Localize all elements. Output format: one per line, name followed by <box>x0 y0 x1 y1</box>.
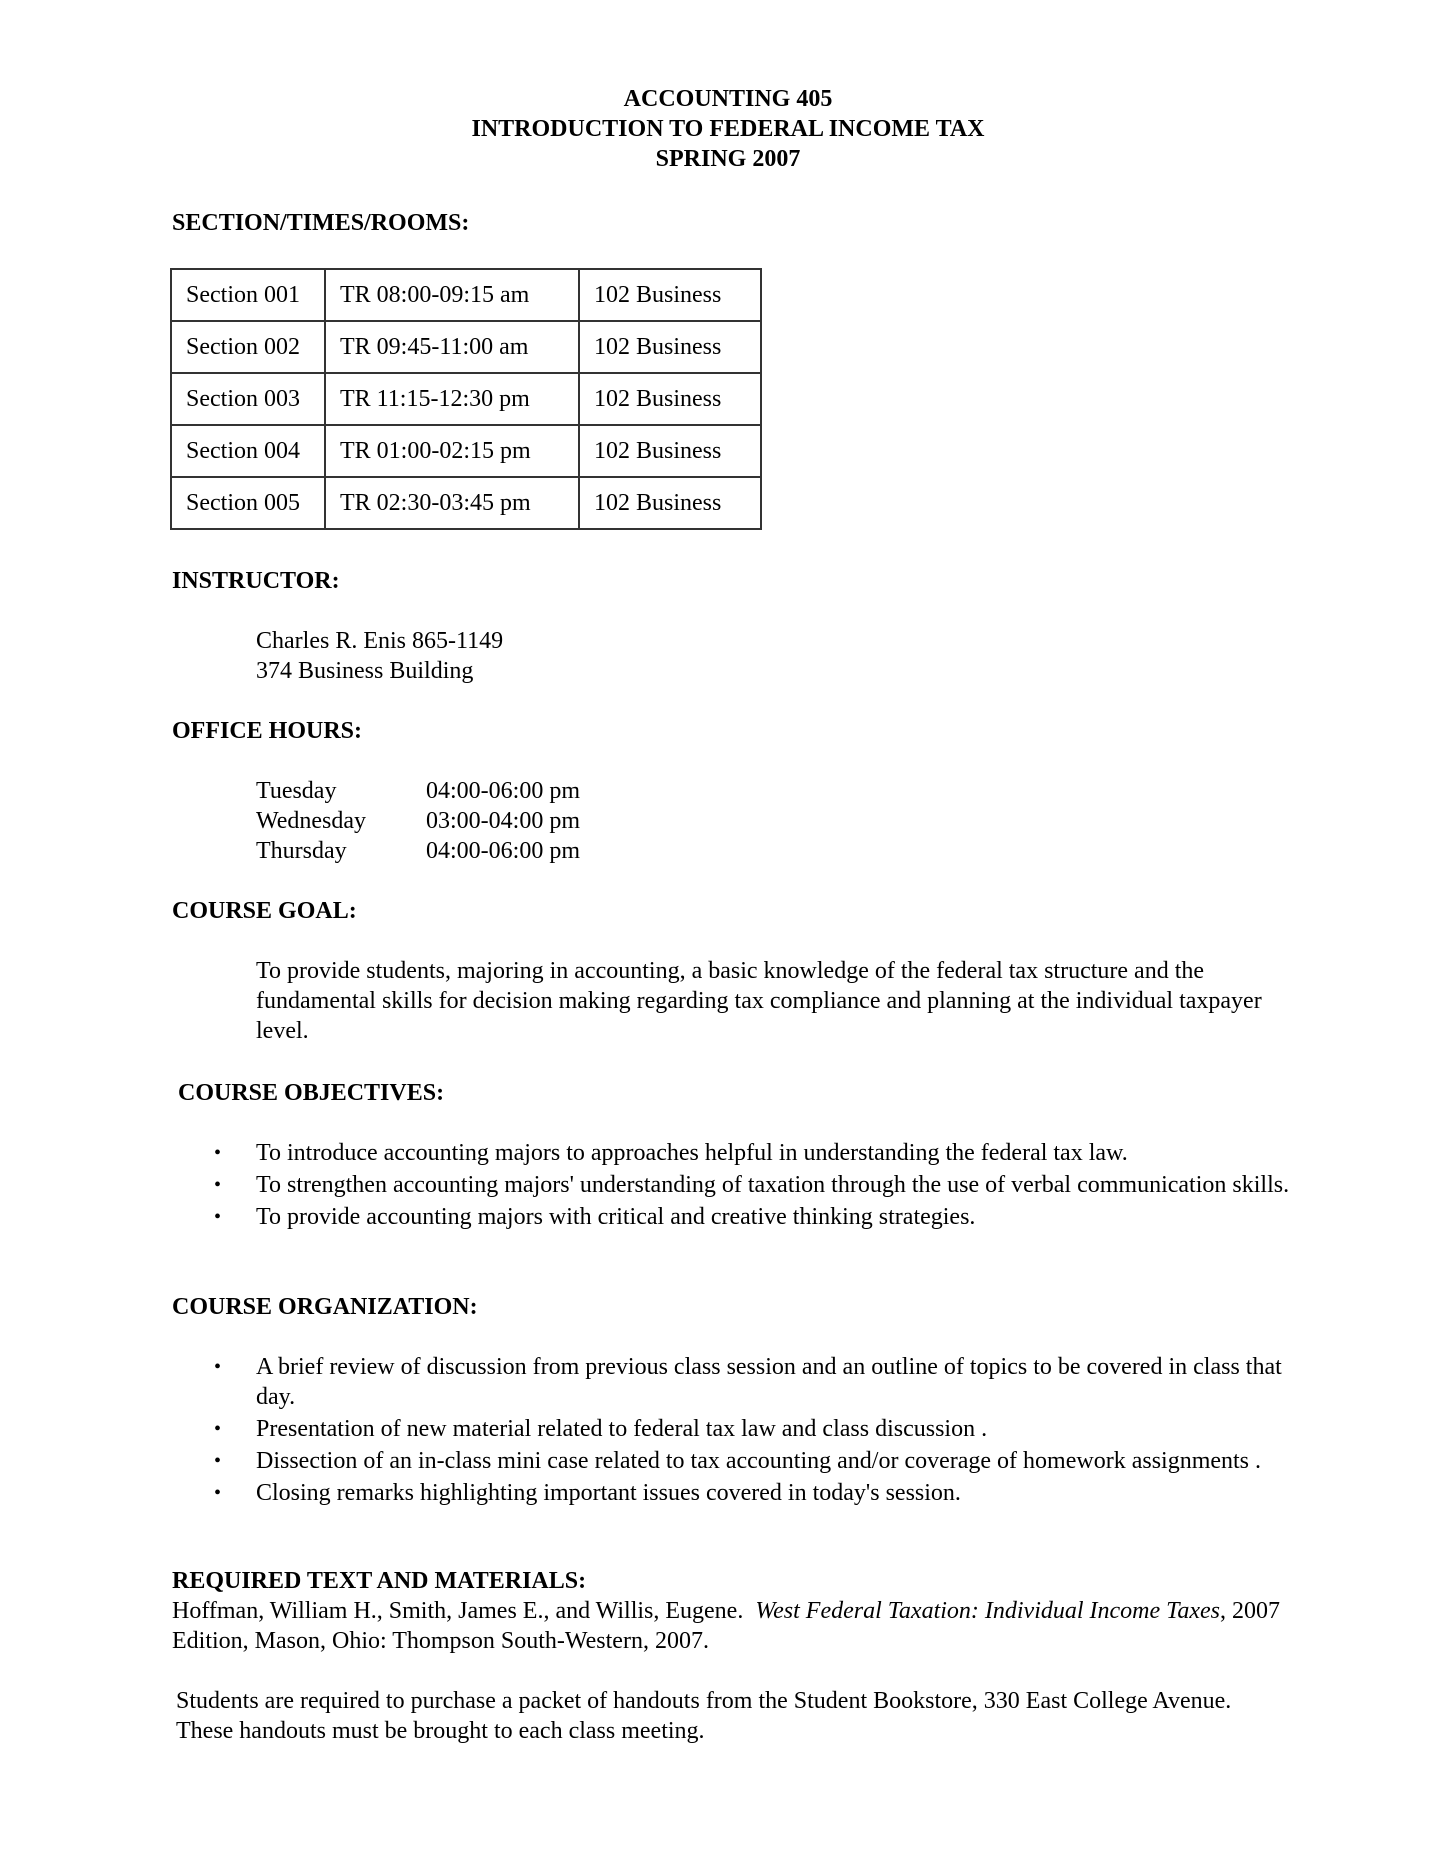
bullet-icon: • <box>214 1356 222 1378</box>
office-hours-row <box>256 776 580 806</box>
sections-table <box>170 268 762 530</box>
section-cell: Section 004 <box>171 425 325 477</box>
time-cell: TR 01:00-02:15 pm <box>325 425 579 477</box>
course-number: ACCOUNTING 405 <box>623 86 833 112</box>
instructor-name-phone: Charles R. Enis 865-1149 <box>256 628 504 654</box>
bullet-icon: • <box>214 1450 222 1472</box>
list-item <box>200 1446 1300 1476</box>
bullet-icon: • <box>214 1142 222 1164</box>
section-cell: Section 001 <box>171 269 325 321</box>
office-hours-day: Thursday <box>256 838 347 864</box>
office-hours-time: 04:00-06:00 pm <box>426 778 580 804</box>
sections-heading: SECTION/TIMES/ROOMS: <box>172 210 470 236</box>
course-name: INTRODUCTION TO FEDERAL INCOME TAX <box>471 116 985 142</box>
course-goal-heading: COURSE GOAL: <box>172 898 357 924</box>
objective-text: To provide accounting majors with critical and creative thinking strategies. <box>256 1204 976 1230</box>
organization-text: Dissection of an in-class mini case related to tax accounting and/or coverage of homework assignments . <box>256 1448 1262 1474</box>
bullet-icon: • <box>214 1174 222 1196</box>
office-hours-day: Tuesday <box>256 778 337 804</box>
textbook-publication: , 2007 Edition, Mason, Ohio: Thompson South-Western, 2007. <box>172 1598 1280 1654</box>
office-hours-day: Wednesday <box>256 808 367 834</box>
organization-text: Presentation of new material related to federal tax law and class discussion . <box>256 1416 988 1442</box>
table-row <box>171 321 761 373</box>
list-item <box>200 1138 1300 1168</box>
office-hours-heading: OFFICE HOURS: <box>172 718 363 744</box>
time-cell: TR 11:15-12:30 pm <box>325 373 579 425</box>
required-materials-heading: REQUIRED TEXT AND MATERIALS: <box>172 1568 587 1594</box>
course-objectives-list <box>200 1138 1300 1234</box>
section-cell: Section 003 <box>171 373 325 425</box>
course-organization-heading: COURSE ORGANIZATION: <box>172 1294 478 1320</box>
document-title <box>0 84 1456 174</box>
office-hours-row <box>256 836 580 866</box>
textbook-title: West Federal Taxation: Individual Income Taxes <box>755 1598 1220 1624</box>
time-cell: TR 02:30-03:45 pm <box>325 477 579 529</box>
organization-text: Closing remarks highlighting important issues covered in today's session. <box>256 1480 961 1506</box>
office-hours-list <box>256 776 580 866</box>
table-row <box>171 425 761 477</box>
term: SPRING 2007 <box>655 146 801 172</box>
section-cell: Section 005 <box>171 477 325 529</box>
room-cell: 102 Business <box>579 477 761 529</box>
objective-text: To introduce accounting majors to approaches helpful in understanding the federal tax law. <box>256 1140 1128 1166</box>
bullet-icon: • <box>214 1482 222 1504</box>
list-item <box>200 1202 1300 1232</box>
handouts-note: Students are required to purchase a packet of handouts from the Student Bookstore, 330 East College Avenue. These handouts must be brought to each class meeting. <box>176 1688 1232 1744</box>
objective-text: To strengthen accounting majors' understanding of taxation through the use of verbal communication skills. <box>256 1172 1290 1198</box>
instructor-heading: INSTRUCTOR: <box>172 568 340 594</box>
instructor-info <box>256 626 503 686</box>
textbook-citation <box>172 1596 1282 1656</box>
time-cell: TR 08:00-09:15 am <box>325 269 579 321</box>
bullet-icon: • <box>214 1418 222 1440</box>
section-cell: Section 002 <box>171 321 325 373</box>
textbook-authors: Hoffman, William H., Smith, James E., and Willis, Eugene. <box>172 1598 744 1624</box>
room-cell: 102 Business <box>579 425 761 477</box>
office-hours-time: 04:00-06:00 pm <box>426 838 580 864</box>
table-row <box>171 373 761 425</box>
table-row <box>171 269 761 321</box>
course-organization-list <box>200 1352 1300 1510</box>
course-objectives-heading: COURSE OBJECTIVES: <box>178 1080 445 1106</box>
course-goal-text: To provide students, majoring in accounting, a basic knowledge of the federal tax structure and the fundamental skills for decision making regarding tax compliance and planning at the individual taxpayer level. <box>256 958 1262 1044</box>
room-cell: 102 Business <box>579 373 761 425</box>
list-item <box>200 1414 1300 1444</box>
list-item <box>200 1352 1300 1412</box>
office-hours-time: 03:00-04:00 pm <box>426 808 580 834</box>
list-item <box>200 1170 1300 1200</box>
bullet-icon: • <box>214 1206 222 1228</box>
office-hours-row <box>256 806 580 836</box>
organization-text: A brief review of discussion from previous class session and an outline of topics to be covered in class that day. <box>256 1354 1282 1410</box>
room-cell: 102 Business <box>579 269 761 321</box>
room-cell: 102 Business <box>579 321 761 373</box>
list-item <box>200 1478 1300 1508</box>
time-cell: TR 09:45-11:00 am <box>325 321 579 373</box>
table-row <box>171 477 761 529</box>
instructor-office: 374 Business Building <box>256 658 474 684</box>
